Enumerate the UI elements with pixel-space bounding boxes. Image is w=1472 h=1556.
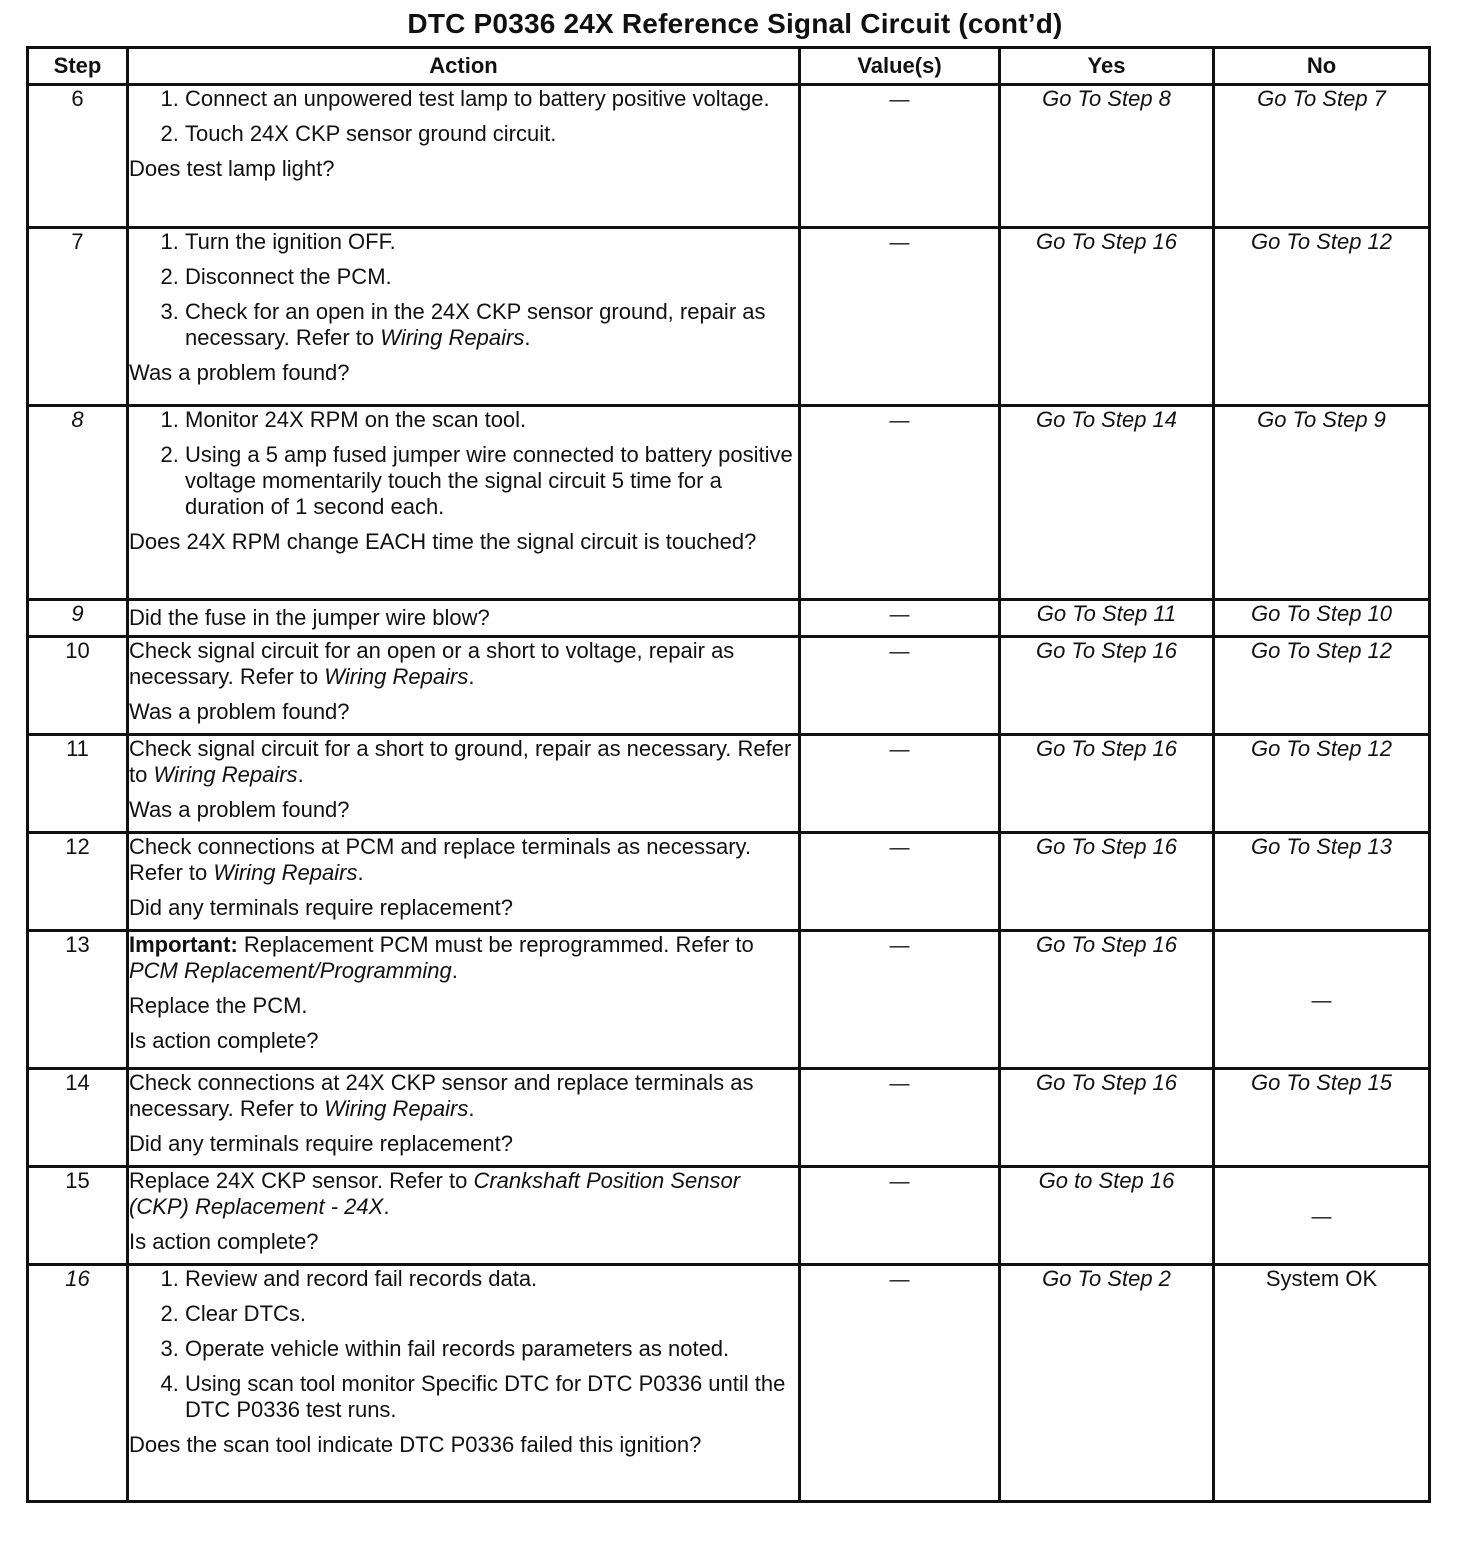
yes-cell: Go To Step 16: [1000, 833, 1214, 931]
action-item: 1. Turn the ignition OFF.: [185, 229, 798, 255]
action-item: 3. Operate vehicle within fail records parameters as noted.: [185, 1336, 798, 1362]
action-text-body: Replace 24X CKP sensor. Refer to: [129, 1168, 468, 1193]
action-list: [129, 86, 798, 147]
table-row: [28, 1167, 1430, 1265]
step-number: 6: [28, 85, 128, 228]
yes-cell: Go To Step 16: [1000, 931, 1214, 1069]
value-cell: [800, 1265, 1000, 1502]
table-row: [28, 735, 1430, 833]
action-question: Did the fuse in the jumper wire blow?: [129, 605, 490, 630]
action-question: Was a problem found?: [129, 797, 350, 822]
step-number: [28, 1265, 128, 1502]
action-item: 2. Clear DTCs.: [185, 1301, 798, 1327]
action-cell: [128, 931, 800, 1069]
value-dash: —: [889, 739, 910, 761]
action-question: Does the scan tool indicate DTC P0336 failed this ignition?: [129, 1432, 702, 1457]
step-number: 14: [28, 1069, 128, 1167]
step-number-text: 16: [65, 1266, 90, 1291]
action-question: Does test lamp light?: [129, 156, 335, 181]
value-cell: [800, 735, 1000, 833]
value-cell: [800, 833, 1000, 931]
col-header-no: No: [1214, 48, 1430, 85]
step-number: [28, 406, 128, 600]
action-text-line2: Replace the PCM.: [129, 993, 308, 1018]
action-cell: [128, 406, 800, 600]
step-number: [28, 600, 128, 637]
step-number: 11: [28, 735, 128, 833]
no-cell: Go To Step 13: [1214, 833, 1430, 931]
table-row: [28, 1265, 1430, 1502]
yes-cell: Go To Step 11: [1000, 600, 1214, 637]
value-cell: [800, 228, 1000, 406]
value-dash: —: [889, 604, 910, 626]
value-dash: —: [889, 232, 910, 254]
action-text-body: Check signal circuit for an open or a short to voltage, repair as necessary. Refer to: [129, 638, 735, 689]
value-cell: [800, 1069, 1000, 1167]
value-cell: [800, 1167, 1000, 1265]
value-cell: [800, 406, 1000, 600]
action-item: 1. Review and record fail records data.: [185, 1266, 798, 1292]
reference-link: Wiring Repairs: [153, 762, 298, 787]
action-item: 1. Monitor 24X RPM on the scan tool.: [185, 407, 798, 433]
reference-link: Wiring Repairs: [380, 325, 525, 350]
action-item: 2. Touch 24X CKP sensor ground circuit.: [185, 121, 798, 147]
action-question: Did any terminals require replacement?: [129, 895, 513, 920]
action-question: Was a problem found?: [129, 699, 350, 724]
table-row: [28, 85, 1430, 228]
value-dash: —: [889, 410, 910, 432]
yes-cell: Go To Step 14: [1000, 406, 1214, 600]
yes-cell: Go To Step 16: [1000, 228, 1214, 406]
no-dash: —: [1311, 1205, 1332, 1228]
value-cell: [800, 931, 1000, 1069]
action-item: 2. Using a 5 amp fused jumper wire connected to battery positive voltage momentarily touch the signal circuit 5 time for a duration of 1 second each.: [185, 442, 798, 520]
col-header-action: Action: [128, 48, 800, 85]
action-cell: [128, 1167, 800, 1265]
step-number: 12: [28, 833, 128, 931]
value-dash: —: [889, 837, 910, 859]
value-dash: —: [889, 935, 910, 957]
action-text: Check signal circuit for an open or a short to voltage, repair as necessary. Refer to Wiring Repairs.: [129, 638, 735, 689]
table-row: [28, 600, 1430, 637]
action-cell: [128, 1069, 800, 1167]
reference-link: Wiring Repairs: [324, 1096, 469, 1121]
col-header-step: Step: [28, 48, 128, 85]
value-dash: —: [889, 641, 910, 663]
action-cell: [128, 228, 800, 406]
diagnostic-table: [26, 46, 1431, 1503]
value-dash: —: [889, 89, 910, 111]
yes-cell: Go To Step 16: [1000, 735, 1214, 833]
no-cell: Go To Step 12: [1214, 735, 1430, 833]
table-row: [28, 228, 1430, 406]
table-row: [28, 833, 1430, 931]
reference-link: PCM Replacement/Programming: [129, 958, 452, 983]
table-row: [28, 1069, 1430, 1167]
yes-cell: Go To Step 16: [1000, 1069, 1214, 1167]
action-text: Replace 24X CKP sensor. Refer to Crankshaft Position Sensor (CKP) Replacement - 24X.: [129, 1168, 741, 1219]
no-cell: Go To Step 7: [1214, 85, 1430, 228]
action-cell: [128, 735, 800, 833]
value-cell: [800, 85, 1000, 228]
step-number: 7: [28, 228, 128, 406]
value-dash: —: [889, 1073, 910, 1095]
action-text: Important: Replacement PCM must be reprogrammed. Refer to PCM Replacement/Programming.: [129, 932, 754, 983]
yes-cell: Go To Step 2: [1000, 1265, 1214, 1502]
no-cell: Go To Step 9: [1214, 406, 1430, 600]
action-text-body: Check connections at 24X CKP sensor and replace terminals as necessary. Refer to: [129, 1070, 754, 1121]
no-dash: —: [1311, 989, 1332, 1012]
yes-cell: Go To Step 8: [1000, 85, 1214, 228]
action-cell: [128, 833, 800, 931]
step-number: 10: [28, 637, 128, 735]
step-number-text: 9: [71, 601, 84, 626]
action-cell: [128, 600, 800, 637]
action-item: 1. Connect an unpowered test lamp to battery positive voltage.: [185, 86, 798, 112]
page-title: DTC P0336 24X Reference Signal Circuit (cont’d): [407, 8, 1063, 39]
action-list: [129, 229, 798, 351]
value-cell: [800, 637, 1000, 735]
action-text-body: Replacement PCM must be reprogrammed. Refer to: [243, 932, 754, 957]
action-question: Does 24X RPM change EACH time the signal circuit is touched?: [129, 529, 757, 554]
action-text: Check connections at 24X CKP sensor and replace terminals as necessary. Refer to Wiring Repairs.: [129, 1070, 754, 1121]
action-item: 2. Disconnect the PCM.: [185, 264, 798, 290]
action-question: Is action complete?: [129, 1229, 319, 1254]
action-list: [129, 1266, 798, 1423]
value-cell: [800, 600, 1000, 637]
action-item-text: Check for an open in the 24X CKP sensor ground, repair as necessary. Refer to: [185, 299, 766, 350]
step-number: 15: [28, 1167, 128, 1265]
reference-link: Wiring Repairs: [324, 664, 469, 689]
action-text-body: Check signal circuit for a short to ground, repair as necessary. Refer to: [129, 736, 792, 787]
action-cell: [128, 637, 800, 735]
action-text-body: Check connections at PCM and replace terminals as necessary. Refer to: [129, 834, 751, 885]
reference-link: Wiring Repairs: [213, 860, 358, 885]
action-question: Is action complete?: [129, 1028, 319, 1053]
col-header-values: Value(s): [800, 48, 1000, 85]
no-cell: Go To Step 15: [1214, 1069, 1430, 1167]
table-header-row: [28, 48, 1430, 85]
no-cell: [1214, 1167, 1430, 1265]
action-cell: [128, 85, 800, 228]
value-dash: —: [889, 1269, 910, 1291]
action-item: 3. Check for an open in the 24X CKP sensor ground, repair as necessary. Refer to Wiring Repairs.: [185, 299, 798, 351]
table-row: [28, 931, 1430, 1069]
step-number-text: 8: [71, 407, 84, 432]
value-dash: —: [889, 1171, 910, 1193]
no-cell: [1214, 931, 1430, 1069]
yes-cell: Go To Step 16: [1000, 637, 1214, 735]
reference-link: Crankshaft Position Sensor (CKP) Replacement - 24X: [129, 1168, 741, 1219]
action-list: [129, 407, 798, 520]
action-question: Was a problem found?: [129, 360, 350, 385]
action-text: Check signal circuit for a short to ground, repair as necessary. Refer to Wiring Repairs.: [129, 736, 792, 787]
no-cell: Go To Step 12: [1214, 637, 1430, 735]
no-cell: Go To Step 12: [1214, 228, 1430, 406]
step-number: 13: [28, 931, 128, 1069]
no-cell: Go To Step 10: [1214, 600, 1430, 637]
no-cell: System OK: [1214, 1265, 1430, 1502]
action-cell: [128, 1265, 800, 1502]
action-item: 4. Using scan tool monitor Specific DTC for DTC P0336 until the DTC P0336 test runs.: [185, 1371, 798, 1423]
yes-cell: Go to Step 16: [1000, 1167, 1214, 1265]
action-question: Did any terminals require replacement?: [129, 1131, 513, 1156]
table-row: [28, 406, 1430, 600]
table-row: [28, 637, 1430, 735]
important-label: Important:: [129, 932, 238, 957]
col-header-yes: Yes: [1000, 48, 1214, 85]
action-text: Check connections at PCM and replace terminals as necessary. Refer to Wiring Repairs.: [129, 834, 751, 885]
